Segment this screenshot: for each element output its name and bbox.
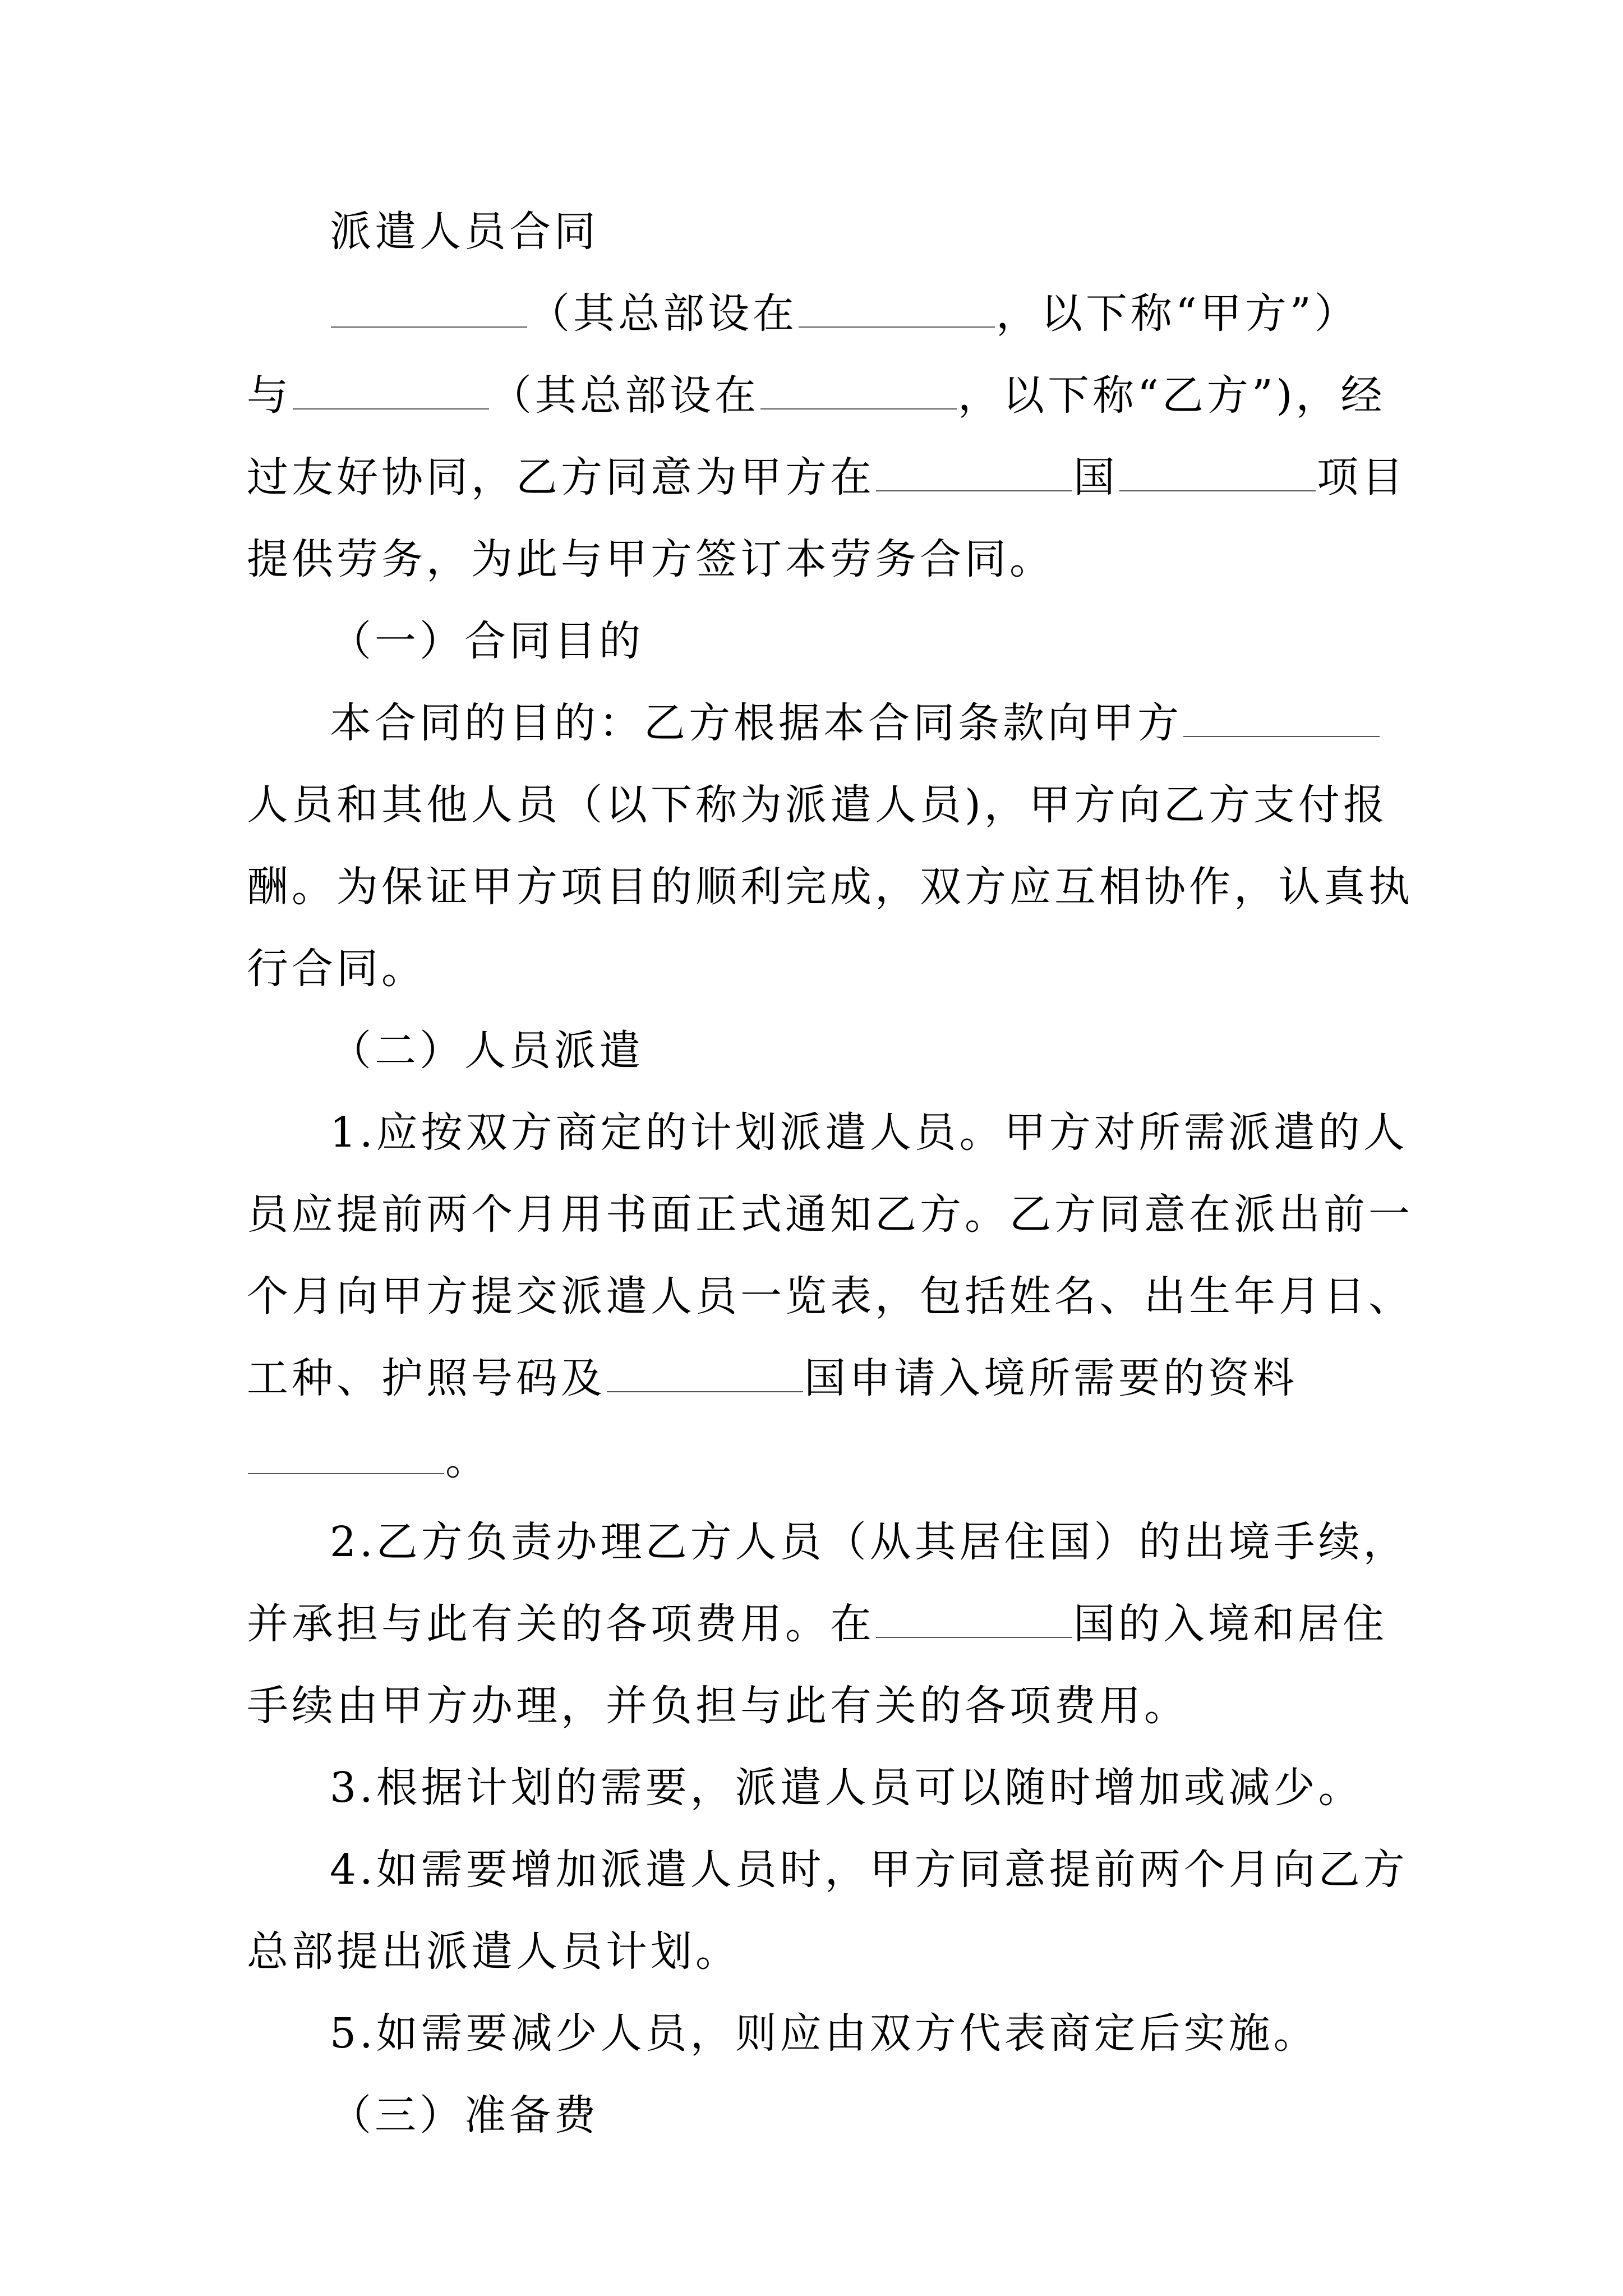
section-2-item-2-line-3: 手续由甲方办理，并负担与此有关的各项费用。 xyxy=(247,1682,1189,1730)
blank-field[interactable] xyxy=(293,375,489,409)
blank-field[interactable] xyxy=(876,1603,1072,1638)
document-title: 派遣人员合同 xyxy=(330,208,599,256)
section-3-heading: （三）准备费 xyxy=(330,2091,599,2139)
section-2-item-2-line-1: 2.乙方负责办理乙方人员（从其居住国）的出境手续， xyxy=(330,1518,1408,1566)
blank-field[interactable] xyxy=(876,457,1072,491)
blank-field[interactable] xyxy=(760,375,957,409)
section-2-heading: （二）人员派遣 xyxy=(330,1027,644,1075)
preamble-line-2: 与 （其总部设在 ，以下称“乙方”)，经 xyxy=(247,371,1386,420)
blank-field[interactable] xyxy=(1183,702,1380,737)
preamble-line-3: 过友好协同，乙方同意为甲方在 国 项目 xyxy=(247,453,1407,501)
blank-field[interactable] xyxy=(607,1358,803,1392)
contract-body xyxy=(247,191,1413,2156)
section-1-line-2: 人员和其他人员（以下称为派遣人员)，甲方向乙方支付报 xyxy=(247,781,1388,829)
section-2-item-1-line-3: 个月向甲方提交派遣人员一览表，包括姓名、出生年月日、 xyxy=(247,1272,1413,1320)
section-2-item-3: 3.根据计划的需要，派遣人员可以随时增加或减少。 xyxy=(330,1764,1363,1812)
section-1-line-3: 酬。为保证甲方项目的顺利完成，双方应互相协作，认真执 xyxy=(247,863,1413,911)
section-1-heading: （一）合同目的 xyxy=(330,617,644,665)
blank-field[interactable] xyxy=(799,293,995,328)
preamble-line-1: （其总部设在 ，以下称“甲方”） xyxy=(247,273,1391,355)
section-2-item-1-line-5: 。 xyxy=(247,1419,1391,1501)
section-2-item-1-line-2: 员应提前两个月用书面正式通知乙方。乙方同意在派出前一 xyxy=(247,1190,1413,1239)
section-2-item-4-line-2: 总部提出派遣人员计划。 xyxy=(247,1927,740,1976)
section-2-item-5: 5.如需要减少人员，则应由双方代表商定后实施。 xyxy=(330,2009,1318,2058)
section-1-line-1: 本合同的目的：乙方根据本合同条款向甲方 xyxy=(247,682,1391,764)
blank-field[interactable] xyxy=(1119,457,1316,491)
preamble-line-4: 提供劳务，为此与甲方签订本劳务合同。 xyxy=(247,535,1054,583)
blank-field[interactable] xyxy=(248,1439,444,1474)
section-1-line-4: 行合同。 xyxy=(247,945,426,993)
section-2-item-4-line-1: 4.如需要增加派遣人员时，甲方同意提前两个月向乙方 xyxy=(330,1846,1408,1894)
section-2-item-1-line-4: 工种、护照号码及 国申请入境所需要的资料 xyxy=(247,1354,1298,1402)
section-2-item-2-line-2: 并承担与此有关的各项费用。在 国的入境和居住 xyxy=(247,1600,1387,1648)
blank-field[interactable] xyxy=(331,293,527,328)
section-2-item-1-line-1: 1.应按双方商定的计划派遣人员。甲方对所需派遣的人 xyxy=(330,1108,1408,1157)
